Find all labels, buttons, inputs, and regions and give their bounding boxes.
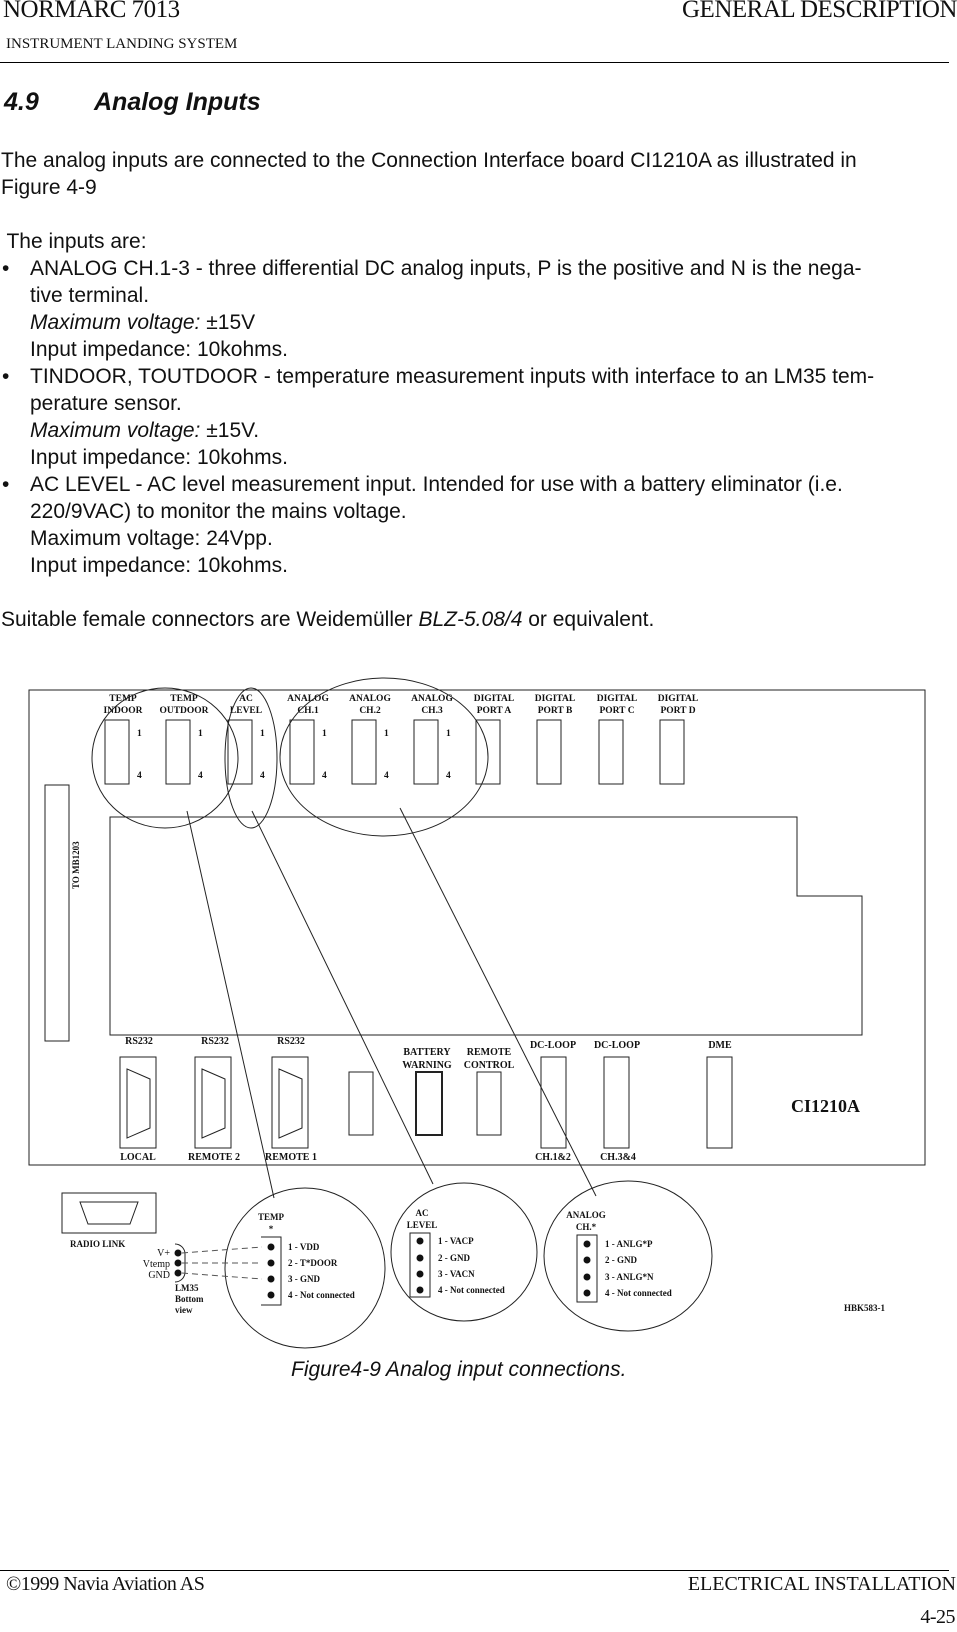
local-label: LOCAL bbox=[120, 1152, 156, 1163]
top-connector-label-1: DIGITAL bbox=[657, 694, 699, 704]
top-connector bbox=[474, 694, 514, 784]
pin-1-marker: 1 bbox=[384, 729, 389, 739]
analog-pin-2: 2 - GND bbox=[605, 1255, 637, 1265]
bullet-2-line-4: Input impedance: 10kohms. bbox=[30, 446, 288, 469]
ac-pin-4: 4 - Not connected bbox=[438, 1285, 505, 1295]
pin-1-marker: 1 bbox=[260, 729, 265, 739]
top-connector-body bbox=[105, 720, 129, 784]
rs232-remote1-connector bbox=[272, 1057, 308, 1148]
top-connector bbox=[228, 694, 265, 784]
top-connector-label-1: DIGITAL bbox=[534, 694, 576, 704]
max-voltage-label: Maximum voltage: bbox=[30, 311, 201, 334]
lm35-view-label: view bbox=[175, 1305, 193, 1315]
top-connector-label-1: TEMP bbox=[109, 694, 137, 704]
bullet-1-line-4: Input impedance: 10kohms. bbox=[30, 338, 288, 361]
analog-pin-4: 4 - Not connected bbox=[605, 1288, 672, 1298]
side-label: TO MB1203 bbox=[71, 841, 81, 889]
pin-4-marker: 4 bbox=[260, 771, 265, 781]
remote-control-label-1: REMOTE bbox=[466, 1047, 512, 1058]
rs232-remote2-connector bbox=[195, 1057, 231, 1148]
sensor-vtemp-label: Vtemp bbox=[142, 1259, 170, 1270]
top-connector-body bbox=[290, 720, 314, 784]
top-connector bbox=[411, 694, 453, 784]
connectors-sentence bbox=[1, 606, 654, 633]
top-connector-label-1: AC bbox=[239, 694, 253, 704]
connectors-pre: Suitable female connectors are Weidemüller bbox=[1, 608, 419, 631]
sensor-vplus-label: V+ bbox=[157, 1248, 170, 1259]
bullet-marker: • bbox=[2, 473, 10, 496]
analog-detail-title: ANALOG bbox=[566, 1210, 606, 1220]
top-connector-label-2: INDOOR bbox=[103, 706, 143, 716]
top-connector-body bbox=[599, 720, 623, 784]
lm35-label: LM35 bbox=[175, 1283, 199, 1293]
top-connector-body bbox=[537, 720, 561, 784]
bullet-2-line-3 bbox=[30, 417, 945, 444]
section-title: Analog Inputs bbox=[94, 88, 261, 116]
connectors-post: or equivalent. bbox=[522, 608, 655, 631]
top-connector bbox=[287, 694, 329, 784]
top-connector bbox=[103, 694, 142, 784]
top-connector-body bbox=[166, 720, 190, 784]
max-voltage-value: ±15V. bbox=[206, 419, 260, 442]
board-label: CI1210A bbox=[791, 1096, 861, 1116]
rs232-label: RS232 bbox=[125, 1036, 153, 1047]
bullet-2-line-1: TINDOOR, TOUTDOOR - temperature measurement inputs with interface to an LM35 tem- bbox=[30, 365, 875, 388]
bullet-3-line-4: Input impedance: 10kohms. bbox=[30, 554, 288, 577]
battery-warning-connector bbox=[416, 1072, 442, 1135]
remote2-label: REMOTE 2 bbox=[188, 1152, 240, 1163]
top-connector-body bbox=[352, 720, 376, 784]
bullet-marker: • bbox=[2, 365, 10, 388]
bullet-1-line-1: ANALOG CH.1-3 - three differential DC analog inputs, P is the positive and N is the nega- bbox=[30, 257, 862, 280]
ac-pin-2: 2 - GND bbox=[438, 1253, 470, 1263]
temp-pin-2: 2 - T*DOOR bbox=[288, 1258, 338, 1268]
ac-pin-3: 3 - VACN bbox=[438, 1269, 475, 1279]
header-product-title: NORMARC 7013 bbox=[3, 0, 180, 23]
top-connector-label-2: CH.1 bbox=[297, 706, 319, 716]
pin-4-marker: 4 bbox=[322, 771, 327, 781]
rs232-local-connector bbox=[120, 1057, 156, 1148]
analog-leader bbox=[400, 808, 596, 1196]
ch12-label: CH.1&2 bbox=[535, 1152, 571, 1163]
header-rule bbox=[0, 62, 949, 63]
top-connector-body bbox=[660, 720, 684, 784]
max-voltage-value: ±15V bbox=[206, 311, 256, 334]
ac-detail-circle bbox=[391, 1183, 537, 1321]
top-connector-label-1: ANALOG bbox=[349, 694, 391, 704]
battery-label-1: BATTERY bbox=[403, 1047, 451, 1058]
top-connector bbox=[159, 694, 208, 784]
top-connector-label-1: ANALOG bbox=[287, 694, 329, 704]
intro-line-1: The analog inputs are connected to the Connection Interface board CI1210A as illustrated in bbox=[1, 149, 857, 172]
top-connector-label-2: CH.2 bbox=[359, 706, 381, 716]
radio-link-label: RADIO LINK bbox=[70, 1239, 126, 1249]
top-connectors bbox=[103, 694, 698, 784]
top-connector-label-2: PORT C bbox=[599, 706, 635, 716]
bullet-marker: • bbox=[2, 257, 10, 280]
figure-reference: HBK583-1 bbox=[844, 1303, 886, 1313]
footer-page-number: 4-25 bbox=[920, 1606, 955, 1628]
temp-detail-circle bbox=[225, 1188, 385, 1348]
temp-pin-4: 4 - Not connected bbox=[288, 1290, 355, 1300]
temp-detail-title: TEMP bbox=[258, 1212, 284, 1222]
dcloop-label: DC-LOOP bbox=[593, 1040, 641, 1051]
top-connector-body bbox=[414, 720, 438, 784]
rs232-label: RS232 bbox=[201, 1036, 229, 1047]
lm35-bottom-label: Bottom bbox=[175, 1294, 204, 1304]
top-connector bbox=[658, 694, 698, 784]
inputs-are-text: The inputs are: bbox=[1, 230, 147, 253]
bullet-3-line-2: 220/9VAC) to monitor the mains voltage. bbox=[30, 500, 407, 523]
top-connector-label-2: PORT A bbox=[476, 706, 512, 716]
analog-pin-3: 3 - ANLG*N bbox=[605, 1272, 654, 1282]
ac-pin-1: 1 - VACP bbox=[438, 1236, 474, 1246]
bullet-2-line-2: perature sensor. bbox=[30, 392, 182, 415]
analog-pin-1: 1 - ANLG*P bbox=[605, 1239, 653, 1249]
bullet-1-line-2: tive terminal. bbox=[30, 284, 150, 307]
bullet-3-line-3: Maximum voltage: 24Vpp. bbox=[30, 527, 273, 550]
battery-label-2: WARNING bbox=[402, 1060, 452, 1071]
dme-label: DME bbox=[708, 1040, 732, 1051]
dcloop-ch34-connector bbox=[604, 1057, 629, 1148]
remote1-label: REMOTE 1 bbox=[265, 1152, 317, 1163]
pin-4-marker: 4 bbox=[384, 771, 389, 781]
footer-rule bbox=[0, 1570, 949, 1571]
top-connector bbox=[597, 694, 637, 784]
temp-pin-3: 3 - GND bbox=[288, 1274, 320, 1284]
footer-chapter: ELECTRICAL INSTALLATION bbox=[687, 1573, 956, 1595]
pin-1-marker: 1 bbox=[446, 729, 451, 739]
pin-4-marker: 4 bbox=[446, 771, 451, 781]
ac-detail-title: AC bbox=[415, 1208, 429, 1218]
remote-control-label-2: CONTROL bbox=[463, 1060, 515, 1071]
board-inner-area bbox=[110, 817, 862, 1035]
figure-caption: Figure4-9 Analog input connections. bbox=[291, 1358, 627, 1381]
analog-connections-diagram bbox=[0, 635, 949, 1355]
analog-detail-subtitle: CH.* bbox=[575, 1222, 597, 1232]
top-connector-label-2: CH.3 bbox=[421, 706, 443, 716]
top-connector-label-1: ANALOG bbox=[411, 694, 453, 704]
temp-detail-subtitle: * bbox=[268, 1224, 274, 1234]
top-connector bbox=[349, 694, 391, 784]
top-connector-label-1: DIGITAL bbox=[473, 694, 515, 704]
top-connector-label-2: PORT B bbox=[537, 706, 573, 716]
top-connector-label-2: OUTDOOR bbox=[159, 706, 209, 716]
unnamed-connector bbox=[349, 1072, 373, 1135]
bullet-3-line-1: AC LEVEL - AC level measurement input. Intended for use with a battery eliminator (i.e. bbox=[30, 473, 843, 496]
intro-line-2: Figure 4-9 bbox=[1, 176, 97, 199]
top-connector-label-2: LEVEL bbox=[229, 706, 263, 716]
mb1203-connector bbox=[45, 785, 69, 1041]
section-number: 4.9 bbox=[4, 88, 39, 116]
dme-connector bbox=[707, 1057, 732, 1148]
pin-4-marker: 4 bbox=[198, 771, 203, 781]
bullet-1-line-3 bbox=[30, 309, 945, 336]
section-heading bbox=[4, 88, 261, 117]
top-connector-label-1: TEMP bbox=[170, 694, 198, 704]
pin-1-marker: 1 bbox=[322, 729, 327, 739]
pin-4-marker: 4 bbox=[137, 771, 142, 781]
top-connector-label-1: DIGITAL bbox=[596, 694, 638, 704]
dcloop-ch12-connector bbox=[541, 1057, 566, 1148]
remote-control-connector bbox=[477, 1072, 501, 1135]
pin-1-marker: 1 bbox=[137, 729, 142, 739]
radio-link-connector bbox=[62, 1193, 156, 1233]
top-connector-label-2: PORT D bbox=[660, 706, 696, 716]
ac-detail-subtitle: LEVEL bbox=[406, 1220, 438, 1230]
connector-part-number: BLZ-5.08/4 bbox=[418, 608, 523, 631]
footer-copyright: ©1999 Navia Aviation AS bbox=[6, 1573, 205, 1595]
temp-pin-1: 1 - VDD bbox=[288, 1242, 320, 1252]
max-voltage-label: Maximum voltage: bbox=[30, 419, 201, 442]
sensor-gnd-label: GND bbox=[148, 1270, 170, 1281]
header-product-subtitle: INSTRUMENT LANDING SYSTEM bbox=[6, 36, 238, 52]
top-connector bbox=[535, 694, 575, 784]
pin-1-marker: 1 bbox=[198, 729, 203, 739]
ch34-label: CH.3&4 bbox=[600, 1152, 636, 1163]
header-section-title: GENERAL DESCRIPTION bbox=[682, 0, 957, 23]
dcloop-label: DC-LOOP bbox=[529, 1040, 577, 1051]
rs232-label: RS232 bbox=[277, 1036, 305, 1047]
